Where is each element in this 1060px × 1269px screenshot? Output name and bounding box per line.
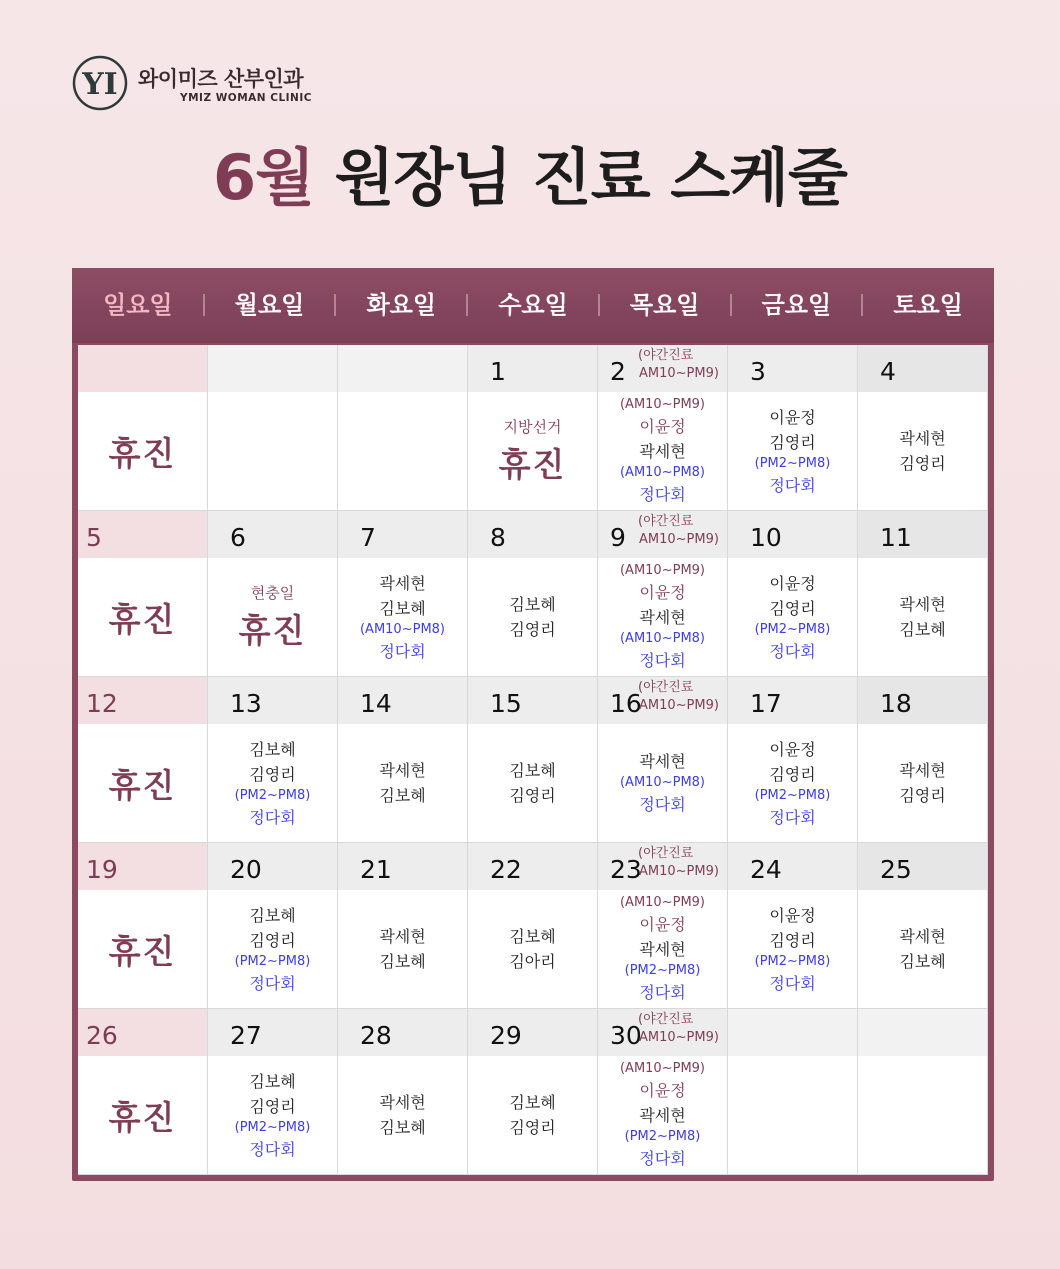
day-number-bar (338, 1009, 467, 1056)
doctor-name: 정다회 (379, 641, 426, 661)
weekday-divider (598, 294, 600, 316)
closed-label: 휴진 (238, 611, 307, 650)
doctor-name: 김보혜 (249, 739, 296, 759)
day-schedule (468, 392, 597, 510)
calendar-day-cell[interactable] (468, 511, 597, 676)
doctor-name: 곽세현 (899, 761, 946, 780)
doctor-name: 곽세현 (379, 573, 426, 593)
calendar-day-cell[interactable] (78, 511, 207, 676)
doctor-name: 정다회 (249, 807, 296, 827)
calendar-day-cell[interactable] (468, 677, 597, 842)
day-number-bar (338, 345, 467, 392)
day-schedule (208, 724, 337, 842)
night-clinic-line: (야간진료 (638, 846, 694, 861)
doctor-name: 이윤정 (639, 914, 686, 934)
doctor-name: 김보혜 (509, 1093, 556, 1112)
weekday-divider (466, 294, 468, 316)
calendar-day-cell[interactable] (208, 677, 337, 842)
night-clinic-line: AM10~PM9) (639, 366, 719, 381)
night-clinic-note (638, 347, 719, 383)
doctor-name: 정다회 (639, 1148, 686, 1168)
day-schedule (78, 724, 207, 842)
doctor-name: 이윤정 (769, 905, 816, 925)
day-schedule (338, 1056, 467, 1174)
doctor-name: 김보혜 (379, 1118, 426, 1137)
day-schedule (728, 558, 857, 676)
weekday-divider (334, 294, 336, 316)
day-number-bar (598, 511, 727, 558)
night-clinic-line: (야간진료 (638, 514, 694, 529)
title-text: 원장님 진료 스케줄 (314, 141, 847, 214)
day-schedule (598, 1056, 727, 1174)
day-number: 17 (750, 689, 782, 718)
doctor-name: 곽세현 (899, 429, 946, 448)
day-number: 13 (230, 689, 262, 718)
night-clinic-note (638, 679, 719, 715)
day-schedule (468, 724, 597, 842)
title-month: 6월 (213, 141, 315, 214)
day-schedule (78, 392, 207, 510)
day-number: 8 (490, 523, 506, 552)
day-number-bar (78, 1009, 207, 1056)
doctor-name: 곽세현 (639, 939, 686, 959)
doctor-name: 정다회 (639, 650, 686, 670)
doctor-name: 정다회 (639, 484, 686, 504)
day-number-bar (598, 1009, 727, 1056)
calendar-day-cell[interactable] (208, 345, 337, 510)
doctor-name: 곽세현 (639, 607, 686, 627)
doctor-name: 곽세현 (899, 927, 946, 946)
calendar-day-cell[interactable] (858, 677, 987, 842)
day-number-bar (728, 345, 857, 392)
doctor-name: 곽세현 (639, 1105, 686, 1125)
night-clinic-line: (야간진료 (638, 348, 694, 363)
closed-label: 휴진 (108, 599, 177, 639)
day-number: 21 (360, 855, 392, 884)
weekday-label: 토요일 (893, 291, 963, 319)
hours-note: (PM2~PM8) (234, 953, 311, 969)
doctor-name: 김아리 (509, 952, 556, 971)
doctor-name: 곽세현 (639, 752, 686, 771)
svg-text:YI: YI (82, 67, 118, 102)
doctor-name: 김영리 (899, 786, 946, 805)
calendar-grid (78, 345, 988, 1175)
doctor-name: 김보혜 (509, 761, 556, 780)
doctor-name: 이윤정 (769, 573, 816, 593)
doctor-name: 김영리 (249, 1096, 296, 1116)
calendar-day-cell[interactable] (468, 345, 597, 510)
day-number: 23 (610, 855, 642, 884)
doctor-name: 정다회 (769, 807, 816, 827)
day-number: 16 (610, 689, 642, 718)
weekday-header (72, 268, 994, 343)
night-clinic-line: AM10~PM9) (639, 698, 719, 713)
weekday-label: 수요일 (498, 291, 568, 319)
calendar-day-cell[interactable] (338, 677, 467, 842)
day-schedule (598, 558, 727, 676)
weekday-label: 월요일 (234, 291, 305, 319)
closure-reason: 현충일 (250, 584, 295, 602)
hours-note: (PM2~PM8) (754, 953, 831, 969)
day-number-bar (858, 843, 987, 890)
day-number-bar (338, 677, 467, 724)
calendar-day-cell[interactable] (858, 843, 987, 1008)
day-number-bar (728, 843, 857, 890)
doctor-name: 정다회 (769, 973, 816, 993)
weekday-label: 목요일 (629, 291, 700, 319)
closed-label: 휴진 (108, 433, 177, 473)
day-schedule (858, 558, 987, 676)
calendar-day-cell[interactable] (858, 345, 987, 510)
calendar-day-cell[interactable] (728, 843, 857, 1008)
doctor-name: 이윤정 (639, 582, 686, 602)
day-number-bar (78, 511, 207, 558)
day-number-bar (208, 511, 337, 558)
day-number: 14 (360, 689, 392, 718)
calendar-day-cell[interactable] (598, 511, 727, 676)
day-schedule (208, 392, 337, 510)
day-number-bar (598, 843, 727, 890)
day-number: 28 (360, 1021, 392, 1050)
hours-note: (PM2~PM8) (754, 621, 831, 637)
day-number-bar (728, 511, 857, 558)
doctor-name: 김영리 (769, 764, 816, 784)
hours-note: (AM10~PM8) (619, 464, 705, 480)
doctor-name: 김보혜 (379, 952, 426, 971)
weekday-label: 금요일 (761, 291, 832, 319)
day-number-bar (858, 1009, 987, 1056)
day-number: 12 (86, 689, 118, 718)
doctor-name: 김보혜 (249, 1071, 296, 1091)
doctor-name: 정다회 (249, 1139, 296, 1159)
day-number-bar (208, 677, 337, 724)
hours-note: (AM10~PM9) (619, 562, 705, 578)
day-number: 18 (880, 689, 912, 718)
day-schedule (338, 558, 467, 676)
calendar-day-cell[interactable] (598, 345, 727, 510)
day-schedule (78, 1056, 207, 1174)
day-schedule (858, 1056, 987, 1174)
day-number-bar (858, 677, 987, 724)
calendar-day-cell[interactable] (338, 1009, 467, 1174)
doctor-name: 김보혜 (509, 927, 556, 946)
day-number-bar (858, 345, 987, 392)
day-schedule (208, 1056, 337, 1174)
day-number: 7 (360, 523, 376, 552)
day-number: 22 (490, 855, 522, 884)
hours-note: (PM2~PM8) (624, 1128, 701, 1144)
day-schedule (468, 890, 597, 1008)
doctor-name: 정다회 (769, 641, 816, 661)
day-schedule (728, 392, 857, 510)
calendar-day-cell[interactable] (208, 843, 337, 1008)
calendar-day-cell[interactable] (338, 843, 467, 1008)
weekday-divider (861, 294, 863, 316)
day-number: 25 (880, 855, 912, 884)
doctor-name: 김영리 (249, 764, 296, 784)
night-clinic-line: AM10~PM9) (639, 532, 719, 547)
day-schedule (208, 890, 337, 1008)
calendar-day-cell[interactable] (728, 1009, 857, 1174)
night-clinic-note (638, 845, 719, 881)
doctor-name: 김영리 (509, 620, 556, 639)
doctor-name: 곽세현 (639, 441, 686, 461)
calendar-day-cell[interactable] (858, 1009, 987, 1174)
weekday-divider (730, 294, 732, 316)
clinic-name: 와이미즈 산부인과 (138, 67, 304, 91)
day-schedule (598, 392, 727, 510)
day-schedule (208, 558, 337, 676)
day-number: 5 (86, 523, 102, 552)
calendar-day-cell[interactable] (728, 511, 857, 676)
calendar-day-cell[interactable] (858, 511, 987, 676)
calendar-day-cell[interactable] (78, 677, 207, 842)
doctor-name: 정다회 (639, 982, 686, 1002)
doctor-name: 곽세현 (379, 1093, 426, 1112)
day-number: 29 (490, 1021, 522, 1050)
day-number: 15 (490, 689, 522, 718)
day-schedule (468, 1056, 597, 1174)
day-number-bar (468, 511, 597, 558)
doctor-name: 김영리 (769, 432, 816, 452)
hours-note: (AM10~PM9) (619, 396, 705, 412)
doctor-name: 김보혜 (899, 620, 946, 639)
hours-note: (AM10~PM9) (619, 1060, 705, 1076)
day-schedule (858, 724, 987, 842)
day-schedule (728, 890, 857, 1008)
hours-note: (PM2~PM8) (234, 787, 311, 803)
day-schedule (338, 392, 467, 510)
day-number-bar (468, 1009, 597, 1056)
day-schedule (468, 558, 597, 676)
doctor-name: 이윤정 (639, 1080, 686, 1100)
calendar-day-cell[interactable] (468, 843, 597, 1008)
day-number: 24 (750, 855, 782, 884)
day-number: 2 (610, 357, 626, 386)
day-number-bar (78, 677, 207, 724)
day-number: 4 (880, 357, 896, 386)
closed-label: 휴진 (108, 931, 177, 971)
doctor-name: 김영리 (249, 930, 296, 950)
day-number: 20 (230, 855, 262, 884)
doctor-name: 이윤정 (639, 416, 686, 436)
doctor-name: 정다회 (639, 795, 686, 814)
closed-label: 휴진 (108, 1097, 177, 1137)
calendar-day-cell[interactable] (598, 843, 727, 1008)
closure-reason: 지방선거 (503, 418, 562, 436)
doctor-name: 김영리 (509, 1118, 556, 1137)
hours-note: (AM10~PM8) (359, 621, 445, 637)
calendar-day-cell[interactable] (208, 1009, 337, 1174)
doctor-name: 김보혜 (379, 786, 426, 805)
calendar-day-cell[interactable] (468, 1009, 597, 1174)
doctor-name: 이윤정 (769, 407, 816, 427)
day-number-bar (78, 345, 207, 392)
doctor-name: 김보혜 (379, 598, 426, 618)
calendar-day-cell[interactable] (78, 843, 207, 1008)
doctor-name: 곽세현 (899, 595, 946, 614)
day-schedule (78, 890, 207, 1008)
night-clinic-note (638, 1011, 719, 1047)
hours-note: (PM2~PM8) (754, 455, 831, 471)
weekday-label: 일요일 (103, 291, 173, 319)
day-schedule (78, 558, 207, 676)
hours-note: (AM10~PM8) (619, 630, 705, 646)
day-schedule (338, 724, 467, 842)
calendar-day-cell[interactable] (728, 345, 857, 510)
page-title (0, 128, 1060, 217)
day-number: 30 (610, 1021, 642, 1050)
day-number: 11 (880, 523, 912, 552)
day-number-bar (208, 843, 337, 890)
day-number-bar (338, 511, 467, 558)
hours-note: (AM10~PM9) (619, 894, 705, 910)
hours-note: (AM10~PM8) (619, 775, 705, 790)
calendar-day-cell[interactable] (78, 1009, 207, 1174)
doctor-name: 김영리 (509, 786, 556, 805)
doctor-name: 정다회 (249, 973, 296, 993)
day-number-bar (78, 843, 207, 890)
hours-note: (PM2~PM8) (754, 787, 831, 803)
day-schedule (858, 890, 987, 1008)
day-number-bar (468, 843, 597, 890)
day-number-bar (468, 677, 597, 724)
clinic-subname: YMIZ WOMAN CLINIC (180, 92, 312, 104)
calendar-day-cell[interactable] (598, 677, 727, 842)
calendar-day-cell[interactable] (338, 511, 467, 676)
weekday-label: 화요일 (366, 291, 437, 319)
doctor-name: 김보혜 (249, 905, 296, 925)
day-schedule (598, 890, 727, 1008)
night-clinic-note (638, 513, 719, 549)
day-number: 1 (490, 357, 506, 386)
hours-note: (PM2~PM8) (624, 962, 701, 978)
day-number: 19 (86, 855, 118, 884)
day-number: 9 (610, 523, 626, 552)
calendar-day-cell[interactable] (338, 345, 467, 510)
day-number-bar (338, 843, 467, 890)
doctor-name: 김영리 (769, 930, 816, 950)
doctor-name: 곽세현 (379, 761, 426, 780)
hours-note: (PM2~PM8) (234, 1119, 311, 1135)
day-schedule (338, 890, 467, 1008)
doctor-name: 김영리 (769, 598, 816, 618)
calendar-day-cell[interactable] (208, 511, 337, 676)
day-schedule (728, 724, 857, 842)
doctor-name: 이윤정 (769, 739, 816, 759)
calendar-day-cell[interactable] (78, 345, 207, 510)
day-number: 26 (86, 1021, 118, 1050)
day-schedule (858, 392, 987, 510)
day-number-bar (728, 677, 857, 724)
day-schedule (598, 724, 727, 842)
doctor-name: 정다회 (769, 475, 816, 495)
day-number: 3 (750, 357, 766, 386)
day-number: 10 (750, 523, 782, 552)
ym-logo-icon (72, 55, 128, 111)
day-number: 27 (230, 1021, 262, 1050)
day-number-bar (208, 1009, 337, 1056)
doctor-name: 김보혜 (509, 595, 556, 614)
schedule-calendar (72, 268, 994, 1181)
night-clinic-line: AM10~PM9) (639, 1030, 719, 1045)
day-number-bar (728, 1009, 857, 1056)
day-number-bar (598, 345, 727, 392)
day-number: 6 (230, 523, 246, 552)
calendar-day-cell[interactable] (728, 677, 857, 842)
night-clinic-line: (야간진료 (638, 1012, 694, 1027)
closed-label: 휴진 (498, 445, 567, 484)
day-number-bar (598, 677, 727, 724)
night-clinic-line: (야간진료 (638, 680, 694, 695)
closed-label: 휴진 (108, 765, 177, 805)
day-number-bar (208, 345, 337, 392)
clinic-logo[interactable] (72, 55, 352, 111)
doctor-name: 김영리 (899, 454, 946, 473)
calendar-day-cell[interactable] (598, 1009, 727, 1174)
day-schedule (728, 1056, 857, 1174)
day-number-bar (468, 345, 597, 392)
doctor-name: 곽세현 (379, 927, 426, 946)
night-clinic-line: AM10~PM9) (639, 864, 719, 879)
day-number-bar (858, 511, 987, 558)
weekday-divider (203, 294, 205, 316)
doctor-name: 김보혜 (899, 952, 946, 971)
